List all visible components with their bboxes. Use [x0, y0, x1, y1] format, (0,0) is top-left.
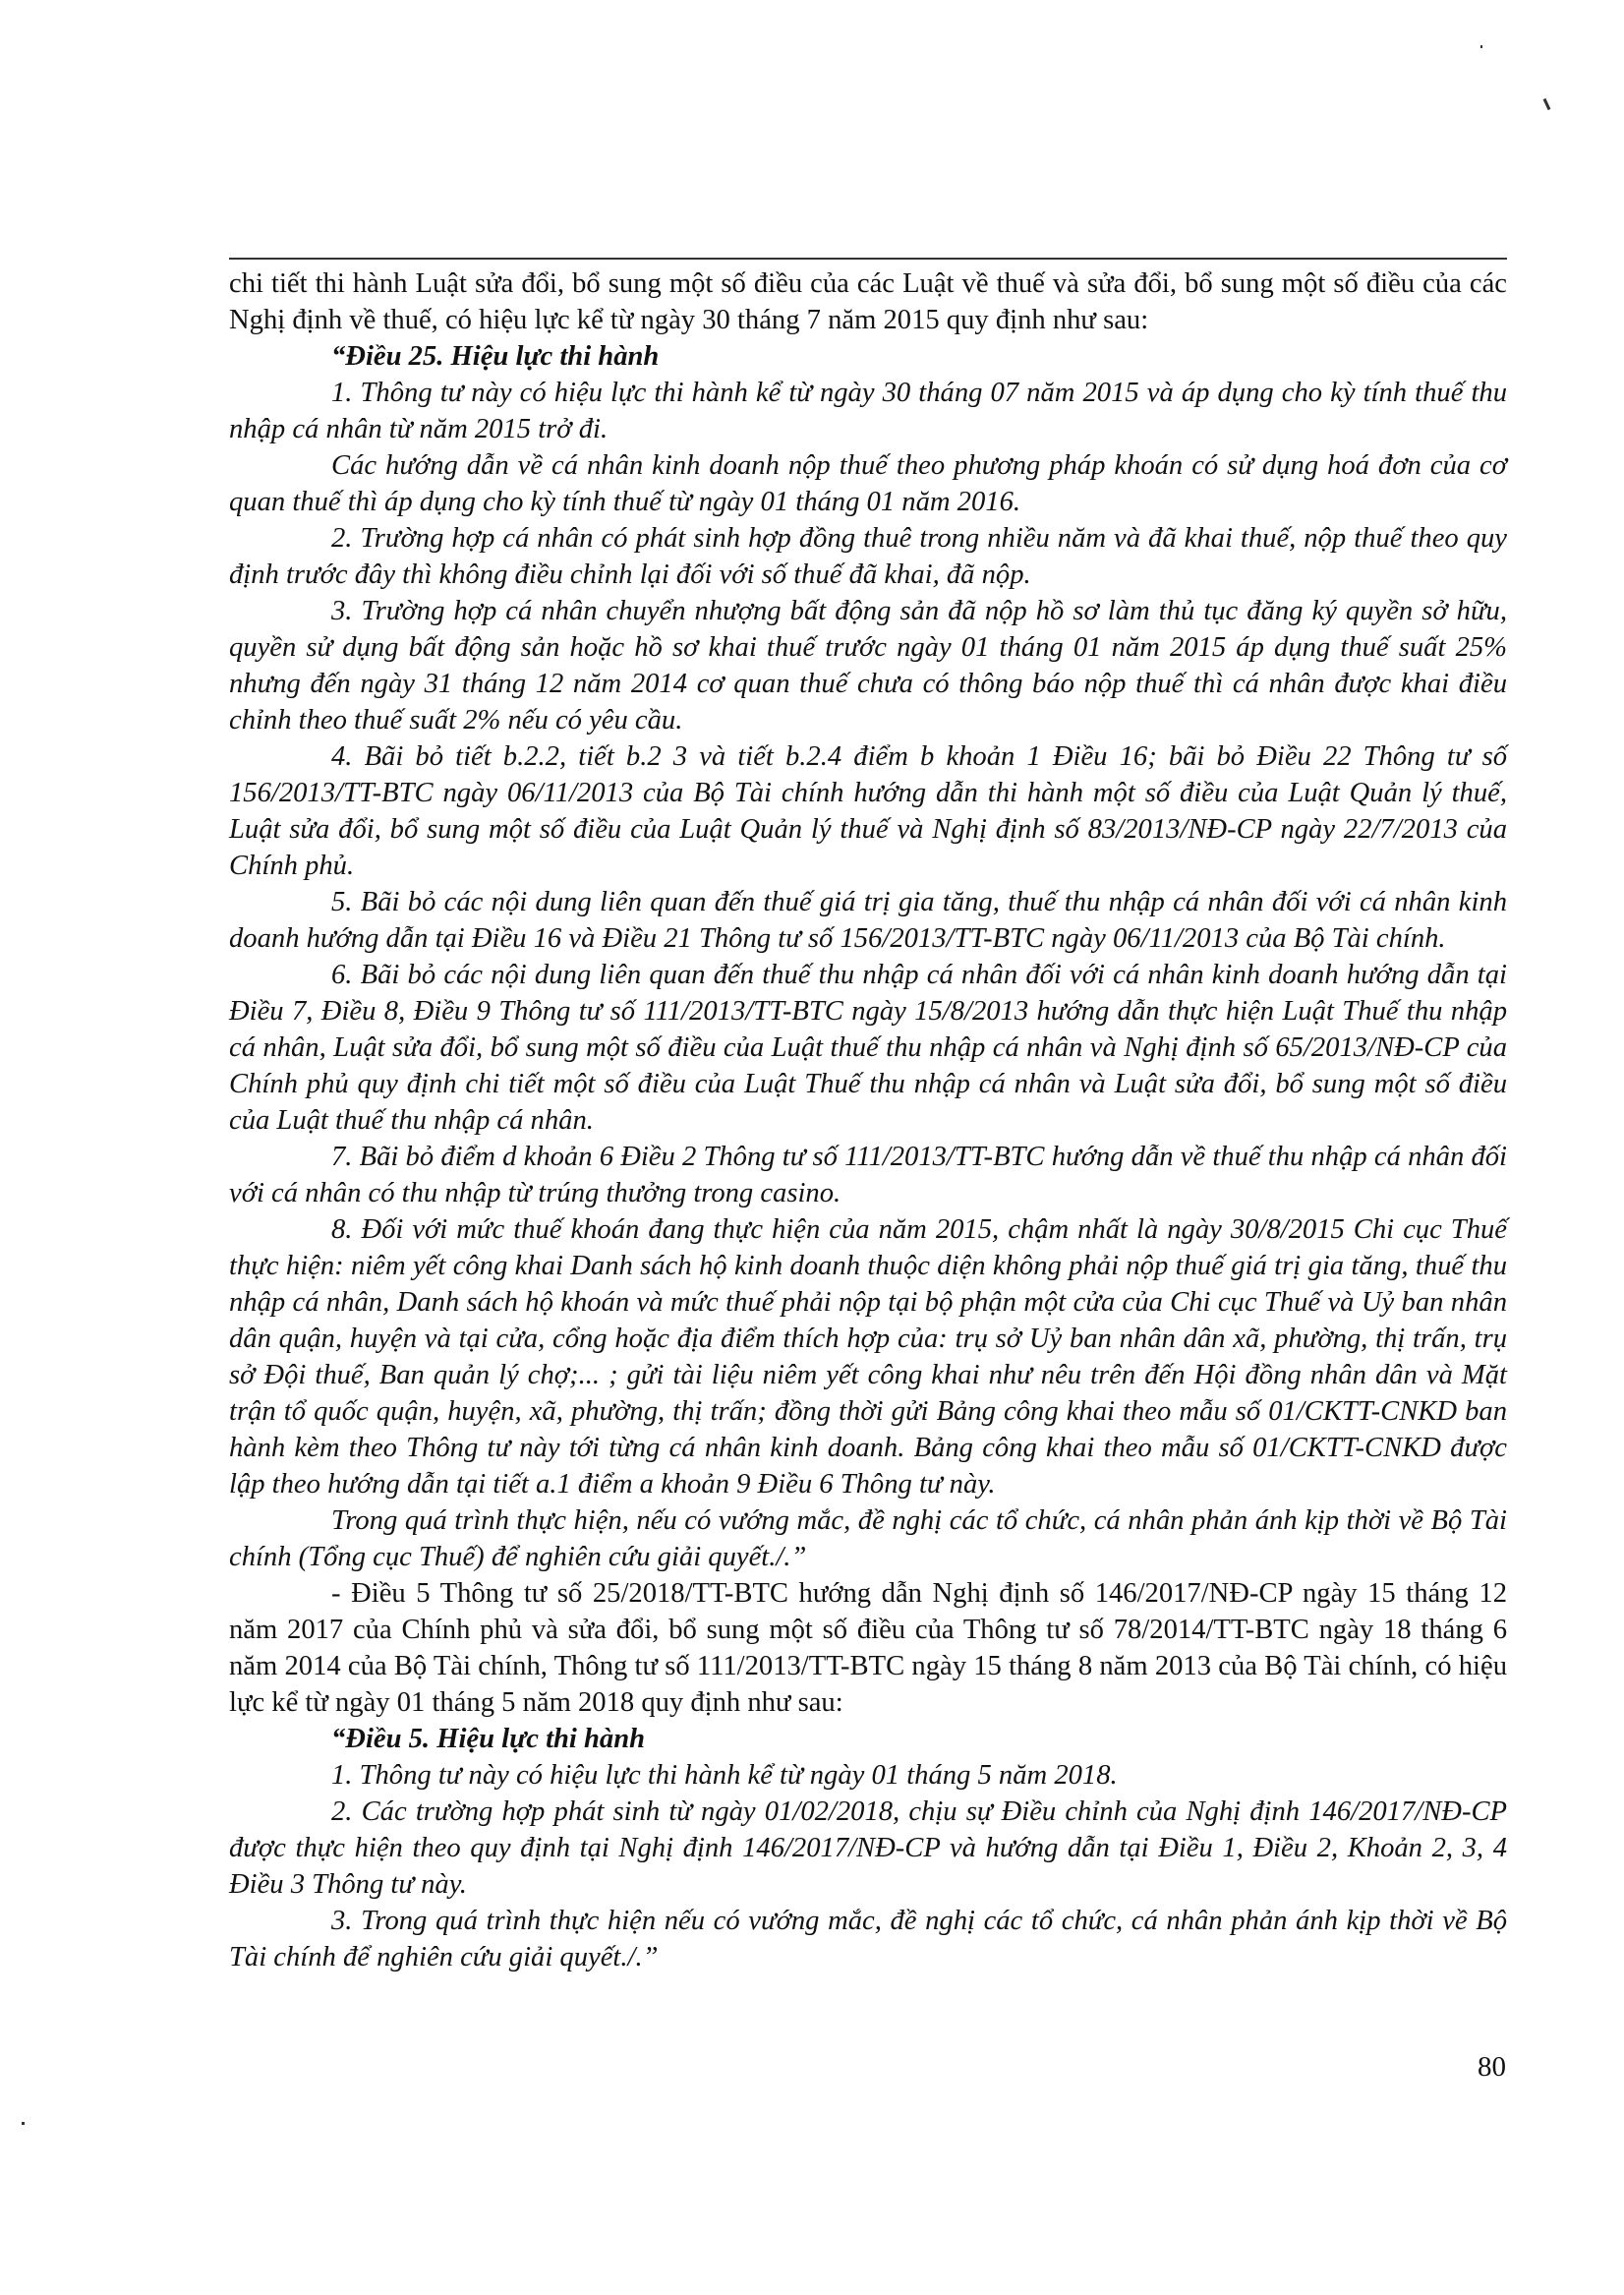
page-number: 80: [1478, 2051, 1506, 2083]
transition-paragraph: - Điều 5 Thông tư số 25/2018/TT-BTC hướng dẫn Nghị định số 146/2017/NĐ-CP ngày 15 tháng 12 năm 2017 của Chính phủ và sửa đổi, bổ sung một số điều của Thông tư số 78/2014/TT-BTC ngày 18 tháng 6 năm 2014 của Bộ Tài chính, Thông tư số 111/2013/TT-BTC ngày 15 tháng 8 năm 2013 của Bộ Tài chính, có hiệu lực kể từ ngày 01 tháng 5 năm 2018 quy định như sau:: [229, 1578, 1507, 1718]
scan-speck-mark: [22, 2122, 25, 2125]
header-rule: [229, 258, 1507, 260]
article-5-paragraph: 1. Thông tư này có hiệu lực thi hành kể từ ngày 01 tháng 5 năm 2018.: [331, 1760, 1118, 1791]
scan-speck-mark: [1480, 45, 1482, 48]
article-25-paragraph: 5. Bãi bỏ các nội dung liên quan đến thuế giá trị gia tăng, thuế thu nhập cá nhân đối với cá nhân kinh doanh hướng dẫn tại Điều 16 và Điều 21 Thông tư số 156/2013/TT-BTC ngày 06/11/2013 của Bộ Tài chính.: [229, 887, 1507, 954]
document-body: [229, 265, 1507, 1975]
scan-speck-mark: [1543, 98, 1551, 110]
article-5-heading: “Điều 5. Hiệu lực thi hành: [331, 1724, 646, 1754]
article-25-paragraph: 6. Bãi bỏ các nội dung liên quan đến thuế thu nhập cá nhân đối với cá nhân kinh doanh hướng dẫn tại Điều 7, Điều 8, Điều 9 Thông tư số 111/2013/TT-BTC ngày 15/8/2013 hướng dẫn thực hiện Luật Thuế thu nhập cá nhân, Luật sửa đổi, bổ sung một số điều của Luật thuế thu nhập cá nhân và Nghị định số 65/2013/NĐ-CP của Chính phủ quy định chi tiết một số điều của Luật Thuế thu nhập cá nhân và Luật sửa đổi, bổ sung một số điều của Luật thuế thu nhập cá nhân.: [229, 960, 1507, 1136]
article-25-paragraph: 1. Thông tư này có hiệu lực thi hành kể từ ngày 30 tháng 07 năm 2015 và áp dụng cho kỳ tính thuế thu nhập cá nhân từ năm 2015 trở đi.: [229, 378, 1507, 444]
intro-paragraph: chi tiết thi hành Luật sửa đổi, bổ sung một số điều của các Luật về thuế và sửa đổi, bổ sung một số điều của các Nghị định về thuế, có hiệu lực kể từ ngày 30 tháng 7 năm 2015 quy định như sau:: [229, 268, 1507, 335]
article-25-paragraph: 4. Bãi bỏ tiết b.2.2, tiết b.2 3 và tiết b.2.4 điểm b khoản 1 Điều 16; bãi bỏ Điều 22 Thông tư số 156/2013/TT-BTC ngày 06/11/2013 của Bộ Tài chính hướng dẫn thi hành một số điều của Luật Quản lý thuế, Luật sửa đổi, bổ sung một số điều của Luật Quản lý thuế và Nghị định số 83/2013/NĐ-CP ngày 22/7/2013 của Chính phủ.: [229, 741, 1507, 881]
article-25-paragraph: 8. Đối với mức thuế khoán đang thực hiện của năm 2015, chậm nhất là ngày 30/8/2015 Chi cục Thuế thực hiện: niêm yết công khai Danh sách hộ kinh doanh thuộc diện không phải nộp thuế giá trị gia tăng, thuế thu nhập cá nhân, Danh sách hộ khoán và mức thuế phải nộp tại bộ phận một cửa của Chi cục Thuế và Uỷ ban nhân dân quận, huyện và tại cửa, cổng hoặc địa điểm thích hợp của: trụ sở Uỷ ban nhân dân xã, phường, thị trấn, trụ sở Đội thuế, Ban quản lý chợ;... ; gửi tài liệu niêm yết công khai như nêu trên đến Hội đồng nhân dân và Mặt trận tổ quốc quận, huyện, xã, phường, thị trấn; đồng thời gửi Bảng công khai theo mẫu số 01/CKTT-CNKD ban hành kèm theo Thông tư này tới từng cá nhân kinh doanh. Bảng công khai theo mẫu số 01/CKTT-CNKD được lập theo hướng dẫn tại tiết a.1 điểm a khoản 9 Điều 6 Thông tư này.: [229, 1214, 1507, 1500]
article-25-paragraph: 2. Trường hợp cá nhân có phát sinh hợp đồng thuê trong nhiều năm và đã khai thuế, nộp thuế theo quy định trước đây thì không điều chỉnh lại đối với số thuế đã khai, đã nộp.: [229, 523, 1507, 590]
article-25-paragraph: 3. Trường hợp cá nhân chuyển nhượng bất động sản đã nộp hồ sơ làm thủ tục đăng ký quyền sở hữu, quyền sử dụng bất động sản hoặc hồ sơ khai thuế trước ngày 01 tháng 01 năm 2015 áp dụng thuế suất 25% nhưng đến ngày 31 tháng 12 năm 2014 cơ quan thuế chưa có thông báo nộp thuế thì cá nhân được khai điều chỉnh theo thuế suất 2% nếu có yêu cầu.: [229, 596, 1507, 736]
article-25-heading: “Điều 25. Hiệu lực thi hành: [331, 341, 660, 372]
article-25-paragraph: Trong quá trình thực hiện, nếu có vướng mắc, đề nghị các tổ chức, cá nhân phản ánh kịp thời về Bộ Tài chính (Tổng cục Thuế) để nghiên cứu giải quyết./.”: [229, 1505, 1507, 1572]
article-25-paragraph: 7. Bãi bỏ điểm d khoản 6 Điều 2 Thông tư số 111/2013/TT-BTC hướng dẫn về thuế thu nhập cá nhân đối với cá nhân có thu nhập từ trúng thưởng trong casino.: [229, 1142, 1507, 1208]
article-25-paragraph: Các hướng dẫn về cá nhân kinh doanh nộp thuế theo phương pháp khoán có sử dụng hoá đơn của cơ quan thuế thì áp dụng cho kỳ tính thuế từ ngày 01 tháng 01 năm 2016.: [229, 450, 1507, 517]
article-5-paragraph: 3. Trong quá trình thực hiện nếu có vướng mắc, đề nghị các tổ chức, cá nhân phản ánh kịp thời về Bộ Tài chính để nghiên cứu giải quyết./.”: [229, 1906, 1507, 1972]
article-5-paragraph: 2. Các trường hợp phát sinh từ ngày 01/02/2018, chịu sự Điều chỉnh của Nghị định 146/2017/NĐ-CP được thực hiện theo quy định tại Nghị định 146/2017/NĐ-CP và hướng dẫn tại Điều 1, Điều 2, Khoản 2, 3, 4 Điều 3 Thông tư này.: [229, 1796, 1507, 1900]
